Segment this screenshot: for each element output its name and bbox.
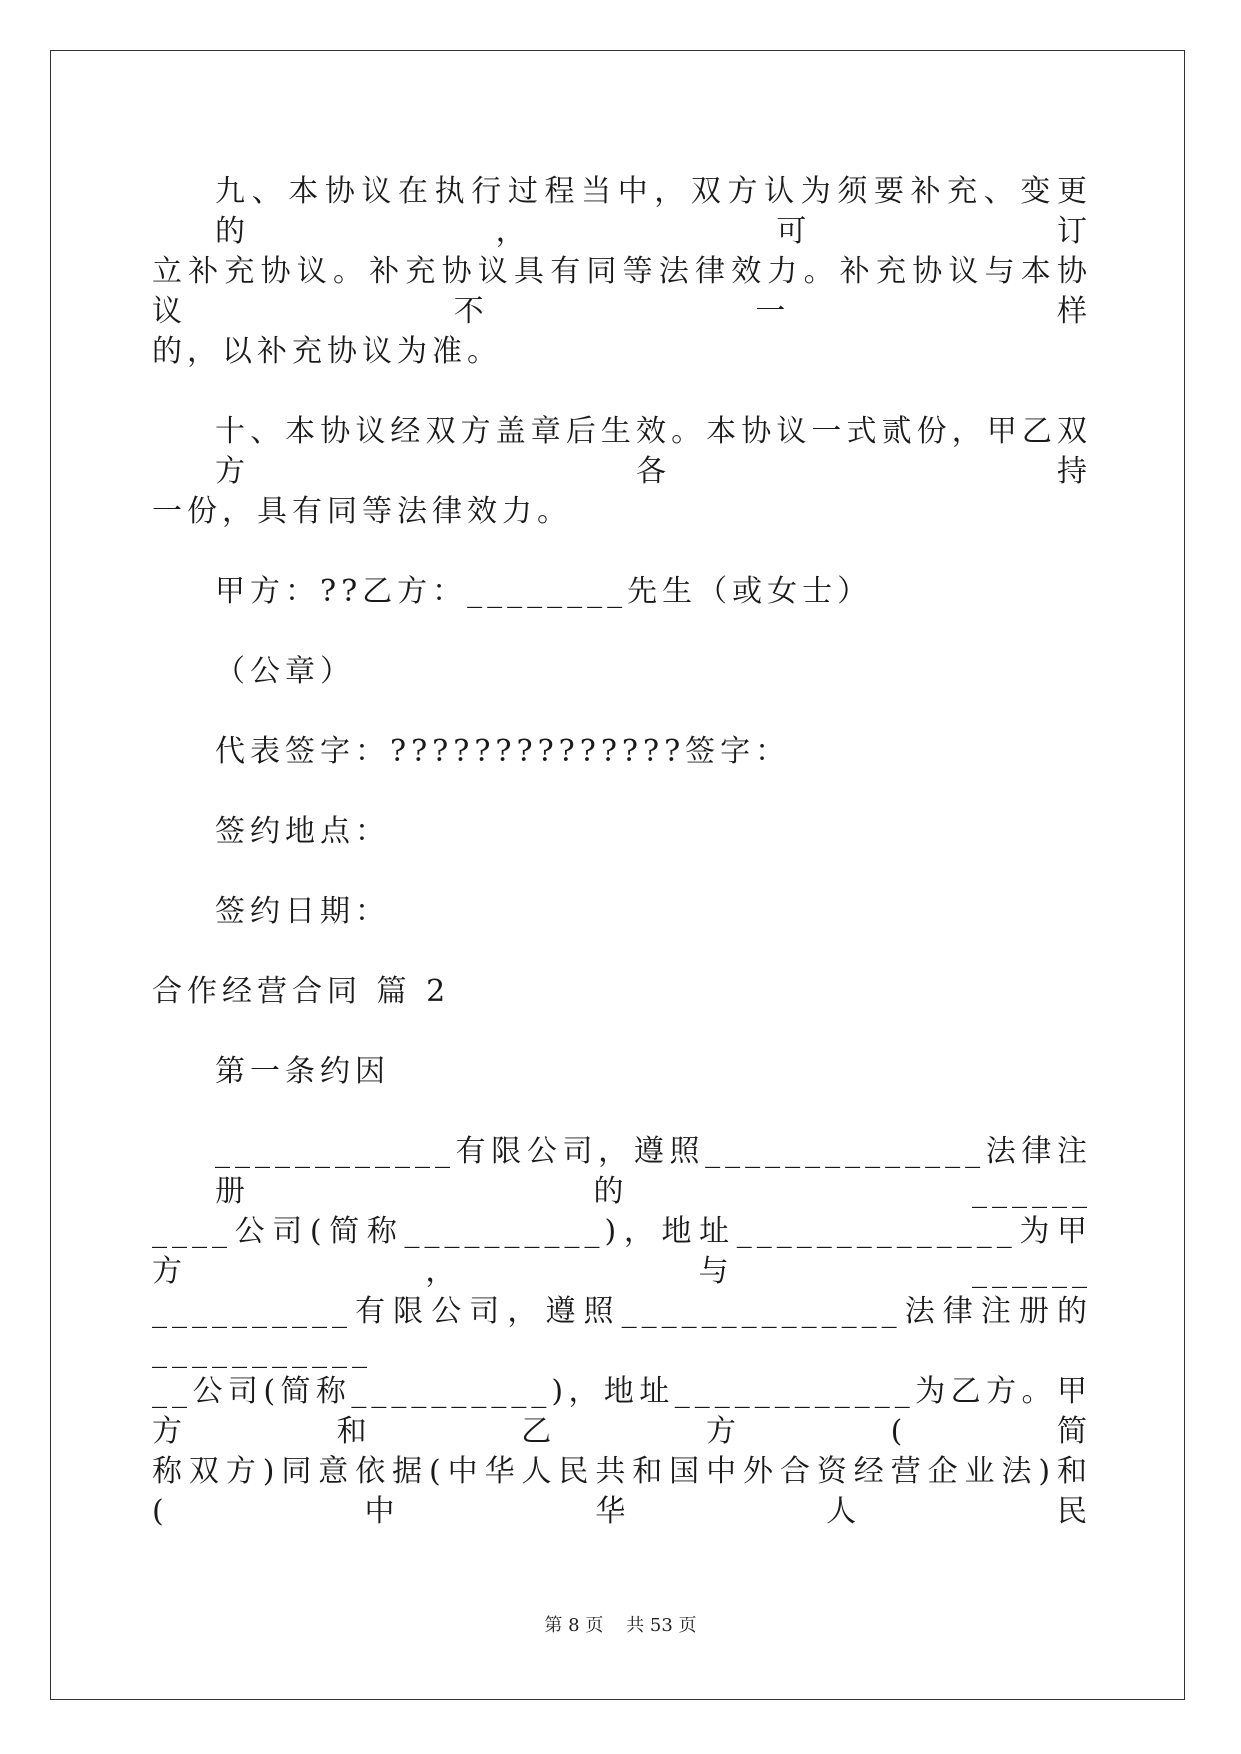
article-1-line-1: ____________有限公司，遵照______________法律注册的______ [215, 1134, 1092, 1209]
signing-place-line: 签约地点： [215, 814, 390, 849]
page-number: 第 8 页 共 53 页 [544, 1615, 697, 1636]
article-1-line-5: 称双方)同意依据(中华人民共和国中外合资经营企业法)和(中华人民 [152, 1454, 1092, 1529]
signing-date-line: 签约日期： [215, 894, 390, 929]
clause-9-line-3: 的，以补充协议为准。 [152, 334, 502, 369]
party-a-b-line: 甲方：??乙方：________先生（或女士） [215, 574, 873, 609]
article-1-line-2: ____公司(简称__________)，地址______________为甲方，与______ [152, 1214, 1092, 1289]
article-1-title: 第一条约因 [215, 1054, 390, 1089]
clause-10-line-2: 一份，具有同等法律效力。 [152, 494, 572, 529]
section-heading: 合作经营合同 篇 2 [152, 974, 451, 1009]
clause-10-line-1: 十、本协议经双方盖章后生效。本协议一式贰份，甲乙双方各持 [215, 414, 1092, 489]
clause-9-line-1: 九、本协议在执行过程当中，双方认为须要补充、变更的，可订 [215, 174, 1092, 249]
article-1-line-3: __________有限公司，遵照______________法律注册的___________ [152, 1294, 1092, 1369]
signature-line: 代表签字：??????????????签字： [215, 734, 791, 769]
clause-9-line-2: 立补充协议。补充协议具有同等法律效力。补充协议与本协议不一样 [152, 254, 1092, 329]
article-1-line-4: __公司(简称__________)，地址____________为乙方。甲方和乙方(简 [152, 1374, 1092, 1449]
seal-line: （公章） [215, 654, 355, 689]
